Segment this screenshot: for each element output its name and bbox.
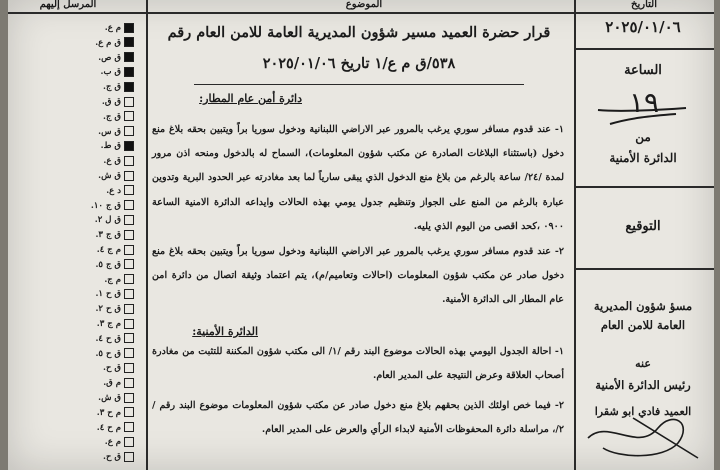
recipient-checkbox[interactable]	[124, 378, 134, 388]
recipient-checkbox[interactable]	[124, 111, 134, 121]
signature-label: التوقيع	[625, 219, 661, 234]
recipient-checkbox[interactable]	[124, 333, 134, 343]
recipient-checkbox[interactable]	[124, 215, 134, 225]
recipient-label: م ع.	[104, 437, 121, 448]
recipient-checkbox[interactable]	[124, 126, 134, 136]
recipient-checkbox[interactable]	[124, 304, 134, 314]
signatory-title: مسؤ شؤون المديرية العامة للامن العام	[593, 299, 693, 332]
recipient-checkbox[interactable]	[124, 37, 134, 47]
recipient-label: ق ج ٣.	[95, 230, 121, 241]
section-security-heading: الدائرة الأمنية:	[192, 325, 258, 338]
recipient-item	[38, 155, 134, 167]
recipient-item	[38, 126, 134, 138]
recipient-checkbox[interactable]	[124, 274, 134, 284]
recipient-label: ق ص.	[98, 52, 121, 63]
left-column-divider	[146, 0, 148, 470]
recipient-checkbox[interactable]	[124, 200, 134, 210]
recipient-item	[38, 422, 134, 434]
recipient-item	[38, 451, 134, 463]
signatory-name: العميد فادي ابو شقرا	[594, 405, 692, 418]
recipient-checkbox[interactable]	[124, 97, 134, 107]
recipient-item	[38, 96, 134, 108]
recipient-label: ق ح ٢.	[95, 304, 121, 315]
recipient-item	[38, 244, 134, 256]
recipient-checkbox[interactable]	[124, 171, 134, 181]
recipient-checkbox[interactable]	[124, 319, 134, 329]
recipient-label: م ج ٤.	[96, 245, 121, 255]
time-label: الساعة	[624, 63, 662, 78]
recipient-item	[38, 303, 134, 315]
recipient-checkbox[interactable]	[124, 437, 134, 447]
recipient-label: ق ط.	[100, 141, 121, 152]
recipient-item	[38, 229, 134, 241]
recipient-checkbox[interactable]	[124, 422, 134, 432]
recipient-item	[38, 348, 134, 360]
recipient-label: م ج ٣.	[96, 319, 121, 329]
recipient-label: د ع.	[106, 185, 121, 196]
recipient-checkbox[interactable]	[124, 452, 134, 462]
recipient-item	[38, 81, 134, 93]
recipient-checkbox[interactable]	[124, 156, 134, 166]
recipient-checkbox[interactable]	[124, 185, 134, 195]
recipient-checkbox[interactable]	[124, 230, 134, 240]
recipient-checkbox[interactable]	[124, 289, 134, 299]
recipient-item	[38, 200, 134, 212]
recipient-item	[38, 362, 134, 374]
paragraph-3: ١- احالة الجدول اليومي بهذه الحالات موضوع البند رقم /١/ الى مكتب شؤون المكننة للتثبت من مغادرة أصحاب العلاقة وعرض النتيجة على المدير العام.	[152, 346, 564, 382]
header-divider	[8, 12, 714, 14]
recipient-item	[38, 170, 134, 182]
recipient-label: ق ح ١.	[95, 289, 121, 300]
recipient-item	[38, 214, 134, 226]
decision-title: قرار حضرة العميد مسير شؤون المديرية العامة للامن العام رقم	[167, 24, 551, 41]
recipient-item	[38, 185, 134, 197]
recipient-item	[38, 377, 134, 389]
recipient-item	[38, 52, 134, 64]
time-value: ١٩	[628, 86, 660, 119]
recipient-label: ق ح ٤.	[95, 333, 121, 344]
recipient-label: م ح ٤.	[96, 422, 121, 433]
right-divider-2	[576, 186, 714, 188]
recipient-label: ق ح.	[102, 363, 121, 374]
paragraph-1: ١- عند قدوم مسافر سوري يرغب بالمرور عبر الاراضي اللبنانية ودخول سوريا براً ويتبين بحقه بلاغ منع دخول (باستثناء البلاغات الصادرة عن مكتب شؤون المعلومات)، السماح له بالدخول ومنحه اذن مرور لمدة /٢٤/ ساعة بالرغم من بلاغ منع الدخول الذي يبقى سارياً لما بعد مغادرته عبر الحدود البرية وتدوين عبارة بالرغم من المنع على الجواز وتنظيم جدول يومي بهذه الحالات وايداعه الدائرة الامنية الساعة ٠٩٠٠ ،كحد اقصى من اليوم الذي يليه.	[152, 124, 564, 232]
recipient-label: م ح ٣.	[96, 407, 121, 418]
recipient-checkbox[interactable]	[124, 82, 134, 92]
recipient-label: ق ش.	[98, 171, 121, 181]
document-sheet	[8, 0, 714, 470]
subject-column-header: الموضوع	[345, 0, 383, 10]
date-column-header: التاريخ	[631, 0, 657, 10]
date-value: ٢٠٢٥/٠١/٠٦	[605, 18, 681, 36]
recipient-checkbox[interactable]	[124, 393, 134, 403]
recipient-item	[38, 274, 134, 286]
recipient-checkbox[interactable]	[124, 348, 134, 358]
recipient-checkbox[interactable]	[124, 407, 134, 417]
recipient-checkbox[interactable]	[124, 52, 134, 62]
recipient-checkbox[interactable]	[124, 23, 134, 33]
recipient-label: ق م ع.	[95, 37, 121, 48]
recipient-item	[38, 436, 134, 448]
recipient-label: ق ج ١٠.	[90, 200, 121, 211]
recipient-item	[38, 140, 134, 152]
recipient-label: ق ق.	[101, 97, 121, 107]
signatory-on-behalf: عنه	[635, 357, 651, 370]
handwritten-signature	[578, 398, 708, 468]
recipient-item	[38, 318, 134, 330]
recipient-item	[38, 22, 134, 34]
recipient-item	[38, 37, 134, 49]
recipient-label: ق ل ٢.	[94, 215, 121, 226]
paragraph-2: ٢- عند قدوم مسافر سوري يرغب بالمرور عبر الاراضي اللبنانية ودخول سوريا براً ويتبين بحقه بلاغ منع دخول صادر عن مكتب شؤون المعلومات (احالات وتعاميم/م)، يتم اعتماد وثيقة اتصال من دائرة امن عام المطار الى الدائرة الأمنية.	[152, 246, 564, 306]
recipient-item	[38, 66, 134, 78]
recipient-label: م ق.	[103, 378, 121, 389]
recipient-item	[38, 111, 134, 123]
from-department: الدائرة الأمنية	[609, 151, 677, 165]
recipient-label: ق ع.	[103, 156, 121, 167]
recipient-checkbox[interactable]	[124, 141, 134, 151]
recipient-label: م ع.	[104, 23, 121, 33]
paragraph-4: ٢- فيما خص اولئك الذين بحقهم بلاغ منع دخول صادر عن مكتب شؤون المعلومات موضوع البند رقم /٢/، مراسلة دائرة المحفوظات الأمنية لابداء الرأي والعرض على المدير العام.	[152, 400, 564, 436]
right-divider-3	[576, 268, 714, 270]
decision-reference: ٥٣٨/ق م ع/١ تاريخ ٢٠٢٥/٠١/٠٦	[262, 55, 456, 72]
recipient-label: ق ج.	[102, 82, 121, 93]
title-underline	[194, 84, 524, 85]
recipient-label: ق ح ٥.	[95, 348, 121, 359]
recipient-label: م ج.	[104, 274, 121, 285]
recipient-label: ق ج ٥.	[95, 259, 121, 270]
recipient-label: ق س.	[98, 126, 121, 137]
recipient-label: ق ش.	[98, 393, 121, 403]
recipient-item	[38, 259, 134, 271]
from-label: من	[635, 130, 651, 144]
section-airport-heading: دائرة أمن عام المطار:	[199, 92, 302, 105]
recipient-checkbox[interactable]	[124, 259, 134, 269]
recipient-item	[38, 333, 134, 345]
recipient-item	[38, 288, 134, 300]
recipient-label: ق ج.	[102, 111, 121, 122]
recipient-checkbox[interactable]	[124, 245, 134, 255]
right-column-divider	[574, 0, 576, 470]
recipients-column-header: المرسل إليهم	[39, 0, 97, 10]
recipient-item	[38, 407, 134, 419]
recipient-item	[38, 392, 134, 404]
recipient-label: ق ح.	[102, 452, 121, 463]
recipient-label: ق ب.	[100, 67, 121, 78]
signatory-head: رئيس الدائرة الأمنية	[595, 378, 691, 392]
right-divider-1	[576, 48, 714, 50]
recipient-checkbox[interactable]	[124, 67, 134, 77]
recipient-checkbox[interactable]	[124, 363, 134, 373]
